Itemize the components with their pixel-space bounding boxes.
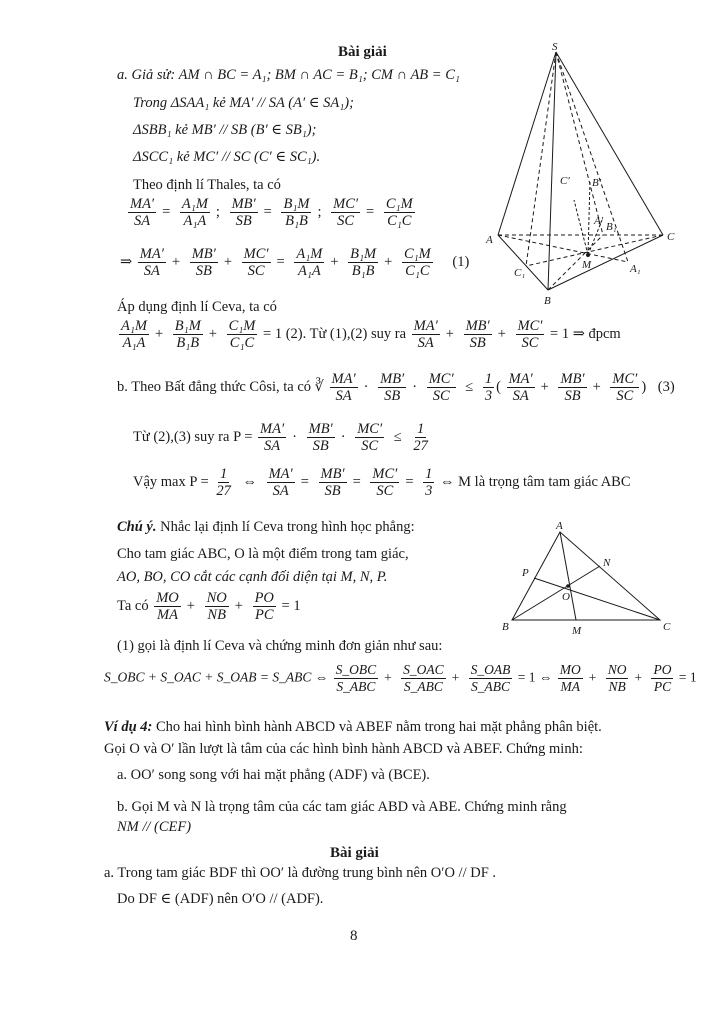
note-line5: (1) gọi là định lí Ceva và chứng minh đơn giản như sau:	[117, 638, 443, 654]
step-a-line4: ΔSCC₁ kẻ MC′ // SC (C′ ∈ SC₁).	[133, 149, 321, 165]
example-4-part-a: a. OO′ song song với hai mặt phẳng (ADF) và (BCE).	[117, 767, 430, 783]
solution-a-line1: a. Trong tam giác BDF thì OO′ là đường trung bình nên O′O // DF .	[104, 865, 497, 881]
solution-heading-2: Bài giải	[330, 845, 379, 861]
cevian-am	[560, 532, 576, 620]
edge-sa	[498, 52, 556, 235]
label-c: C	[667, 231, 675, 243]
label-b: B	[502, 621, 509, 633]
ceva-intro: Áp dụng định lí Ceva, ta có	[117, 299, 277, 315]
note-paragraph: Chú ý. Nhắc lại định lí Ceva trong hình học phẳng:	[117, 519, 415, 535]
edge-ab	[498, 235, 548, 290]
step-a-assumption: a. Giả sử: AM ∩ BC = A₁; BM ∩ AC = B₁; CM ∩ AB = C₁	[117, 67, 460, 83]
edge-bc	[548, 235, 663, 290]
solution-heading: Bài giải	[338, 44, 387, 60]
label-a1: A₁	[630, 263, 641, 275]
label-cprime: C′	[560, 175, 570, 187]
label-n: N	[603, 557, 611, 569]
example-4-statement: Ví dụ 4: Cho hai hình bình hành ABCD và ABEF nằm trong hai mặt phẳng phân biệt.	[104, 719, 602, 735]
step-a-line3: ΔSBB₁ kẻ MB′ // SB (B′ ∈ SB₁);	[133, 122, 317, 138]
page-number: 8	[350, 928, 358, 944]
label-aprime: A′	[594, 215, 604, 227]
solution-a-line2: Do DF ∈ (ADF) nên O′O // (ADF).	[117, 891, 324, 907]
label-c: C	[663, 621, 671, 633]
label-b: B	[544, 295, 551, 307]
step-a-line2: Trong ΔSAA₁ kẻ MA′ // SA (A′ ∈ SA₁);	[133, 95, 354, 111]
example-4-line2: Gọi O và O′ lần lượt là tâm của các hình bình hành ABCD và ABEF. Chứng minh:	[104, 741, 583, 757]
ceva-triangle-figure	[500, 520, 680, 640]
thales-intro: Theo định lí Thales, ta có	[133, 177, 281, 193]
equation-area-proof: S_OBC + S_OAC + S_OAB = S_ABC ⇔ $\frac{\text{S\_OBC}}{\text{S\_ABC}}$ + $\frac{\text{S\_OAC}}{\text{S\_ABC}}$ + $\frac{\text{S\_OAB}}{\text{S\_ABC}}$ = 1 ⇔ $\frac{MO}{MA}$ + $\frac{NO}{NB}$ + $\frac{PO}{PC}$ = 1	[104, 662, 697, 694]
example-4-part-b2: NM // (CEF)	[117, 819, 192, 835]
equation-cauchy: b. Theo Bất đẳng thức Côsi, ta có ∛ $\frac{MA'}{SA}$ · $\frac{MB'}{SB}$ · $\frac{MC'}{SC}$ ≤ $\frac{1}{3}$ ( $\frac{MA'}{SA}$ + $\frac{MB'}{SB}$ + $\frac{MC'}{SC}$ ) (3)	[117, 371, 675, 404]
label-b1: B₁	[606, 221, 617, 233]
label-a: A	[556, 520, 563, 532]
equation-max: Vậy max P = $\frac{1}{27}$ ⇔ $\frac{MA'}{SA}$ = $\frac{MB'}{SB}$ = $\frac{MC'}{SC}$ = $\frac{1}{3}$ ⇔ M là trọng tâm tam giác ABC	[133, 466, 631, 499]
point-m	[586, 253, 590, 257]
label-s: S	[552, 41, 558, 53]
pyramid-figure	[478, 40, 698, 310]
label-m: M	[572, 625, 582, 637]
point-o	[566, 584, 570, 588]
note-line2: Cho tam giác ABC, O là một điểm trong tam giác,	[117, 546, 409, 562]
label-p: P	[522, 567, 529, 579]
cevian-cp	[534, 578, 660, 620]
equation-product-bound: Từ (2),(3) suy ra P = $\frac{MA'}{SA}$ · $\frac{MB'}{SB}$ · $\frac{MC'}{SC}$ ≤ $\frac{1}{27}$	[133, 421, 428, 454]
equation-ceva: $\frac{\text{A₁M}}{\text{A₁A}}$ + $\frac{\text{B₁M}}{\text{B₁B}}$ + $\frac{\text{C₁M}}{\text{C₁C}}$ = 1 (2). Từ (1),(2) suy ra $\frac{MA'}{SA}$ + $\frac{MB'}{SB}$ + $\frac{MC'}{SC}$ = 1 ⇒ đpcm	[121, 318, 621, 351]
equation-sum-1: ⇒ $\frac{MA'}{SA}$ + $\frac{MB'}{SB}$ + $\frac{MC'}{SC}$ = $\frac{\text{A₁M}}{\text{A₁A}}$ + $\frac{\text{B₁M}}{\text{B₁B}}$ + $\frac{\text{C₁M}}{\text{C₁C}}$ (1)	[120, 246, 470, 279]
label-o: O	[562, 591, 570, 603]
example-4-part-b: b. Gọi M và N là trọng tâm của các tam giác ABD và ABE. Chứng minh rằng	[117, 799, 567, 815]
equation-ceva-plane: Ta có $\frac{MO}{MA}$ + $\frac{NO}{NB}$ + $\frac{PO}{PC}$ = 1	[117, 590, 301, 623]
label-c1: C₁	[514, 267, 526, 279]
edge-sb	[548, 52, 556, 290]
label-m: M	[582, 259, 592, 271]
label-bprime: B′	[592, 177, 602, 189]
label-a: A	[486, 234, 493, 246]
equation-thales: $\frac{MA'}{SA}$ = $\frac{\text{A₁M}}{\text{A₁A}}$ ; $\frac{MB'}{SB}$ = $\frac{\text{B₁M}}{\text{B₁B}}$ ; $\frac{MC'}{SC}$ = $\frac{\text{C₁M}}{\text{C₁C}}$	[130, 196, 413, 229]
note-line3: AO, BO, CO cắt các cạnh đối diện tại M, N, P.	[117, 569, 388, 585]
